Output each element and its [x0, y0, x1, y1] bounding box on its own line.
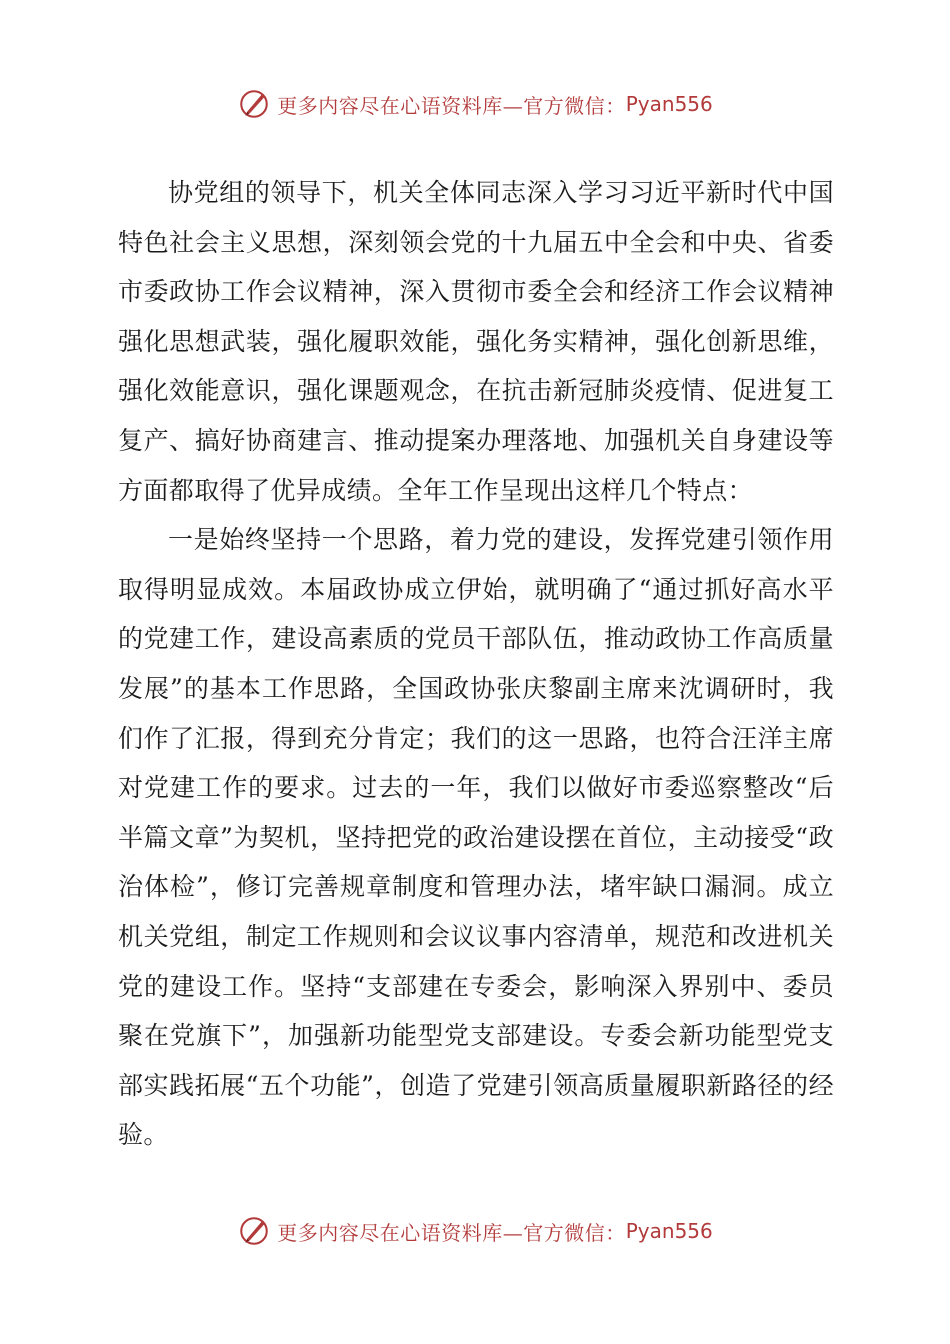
- paragraph-2: 一是始终坚持一个思路，着力党的建设，发挥党建引领作用取得明显成效。本届政协成立伊始，就明确了“通过抓好高水平的党建工作，建设高素质的党员干部队伍，推动政协工作高质量发展”的基本工作思路，全国政协张庆黎副主席来沈调研时，我们作了汇报，得到充分肯定；我们的这一思路，也符合汪洋主席对党建工作的要求。过去的一年，我们以做好市委巡察整改“后半篇文章”为契机，坚持把党的政治建设摆在首位，主动接受“政治体检”，修订完善规章制度和管理办法，堵牢缺口漏洞。成立机关党组，制定工作规则和会议议事内容清单，规范和改进机关党的建设工作。坚持“支部建在专委会，影响深入界别中、委员聚在党旗下”，加强新功能型党支部建设。专委会新功能型党支部实践拓展“五个功能”，创造了党建引领高质量履职新路径的经验。: [118, 525, 834, 1150]
- pen-logo-icon: [237, 87, 271, 121]
- header-watermark: [0, 84, 950, 124]
- document-body: [118, 168, 834, 1160]
- watermark-text: 更多内容尽在心语资料库—官方微信：: [277, 93, 626, 118]
- watermark-text: 更多内容尽在心语资料库—官方微信：: [277, 1220, 626, 1245]
- watermark-wechat-id: Pyan556: [625, 92, 713, 116]
- watermark-wechat-id: Pyan556: [625, 1219, 713, 1243]
- footer-watermark: [0, 1211, 950, 1251]
- pen-logo-icon: [237, 1214, 271, 1248]
- paragraph-1: 协党组的领导下，机关全体同志深入学习习近平新时代中国特色社会主义思想，深刻领会党的十九届五中全会和中央、省委市委政协工作会议精神，深入贯彻市委全会和经济工作会议精神强化思想武装，强化履职效能，强化务实精神，强化创新思维，强化效能意识，强化课题观念，在抗击新冠肺炎疫情、促进复工复产、搞好协商建言、推动提案办理落地、加强机关自身建设等方面都取得了优异成绩。全年工作呈现出这样几个特点：: [118, 178, 834, 505]
